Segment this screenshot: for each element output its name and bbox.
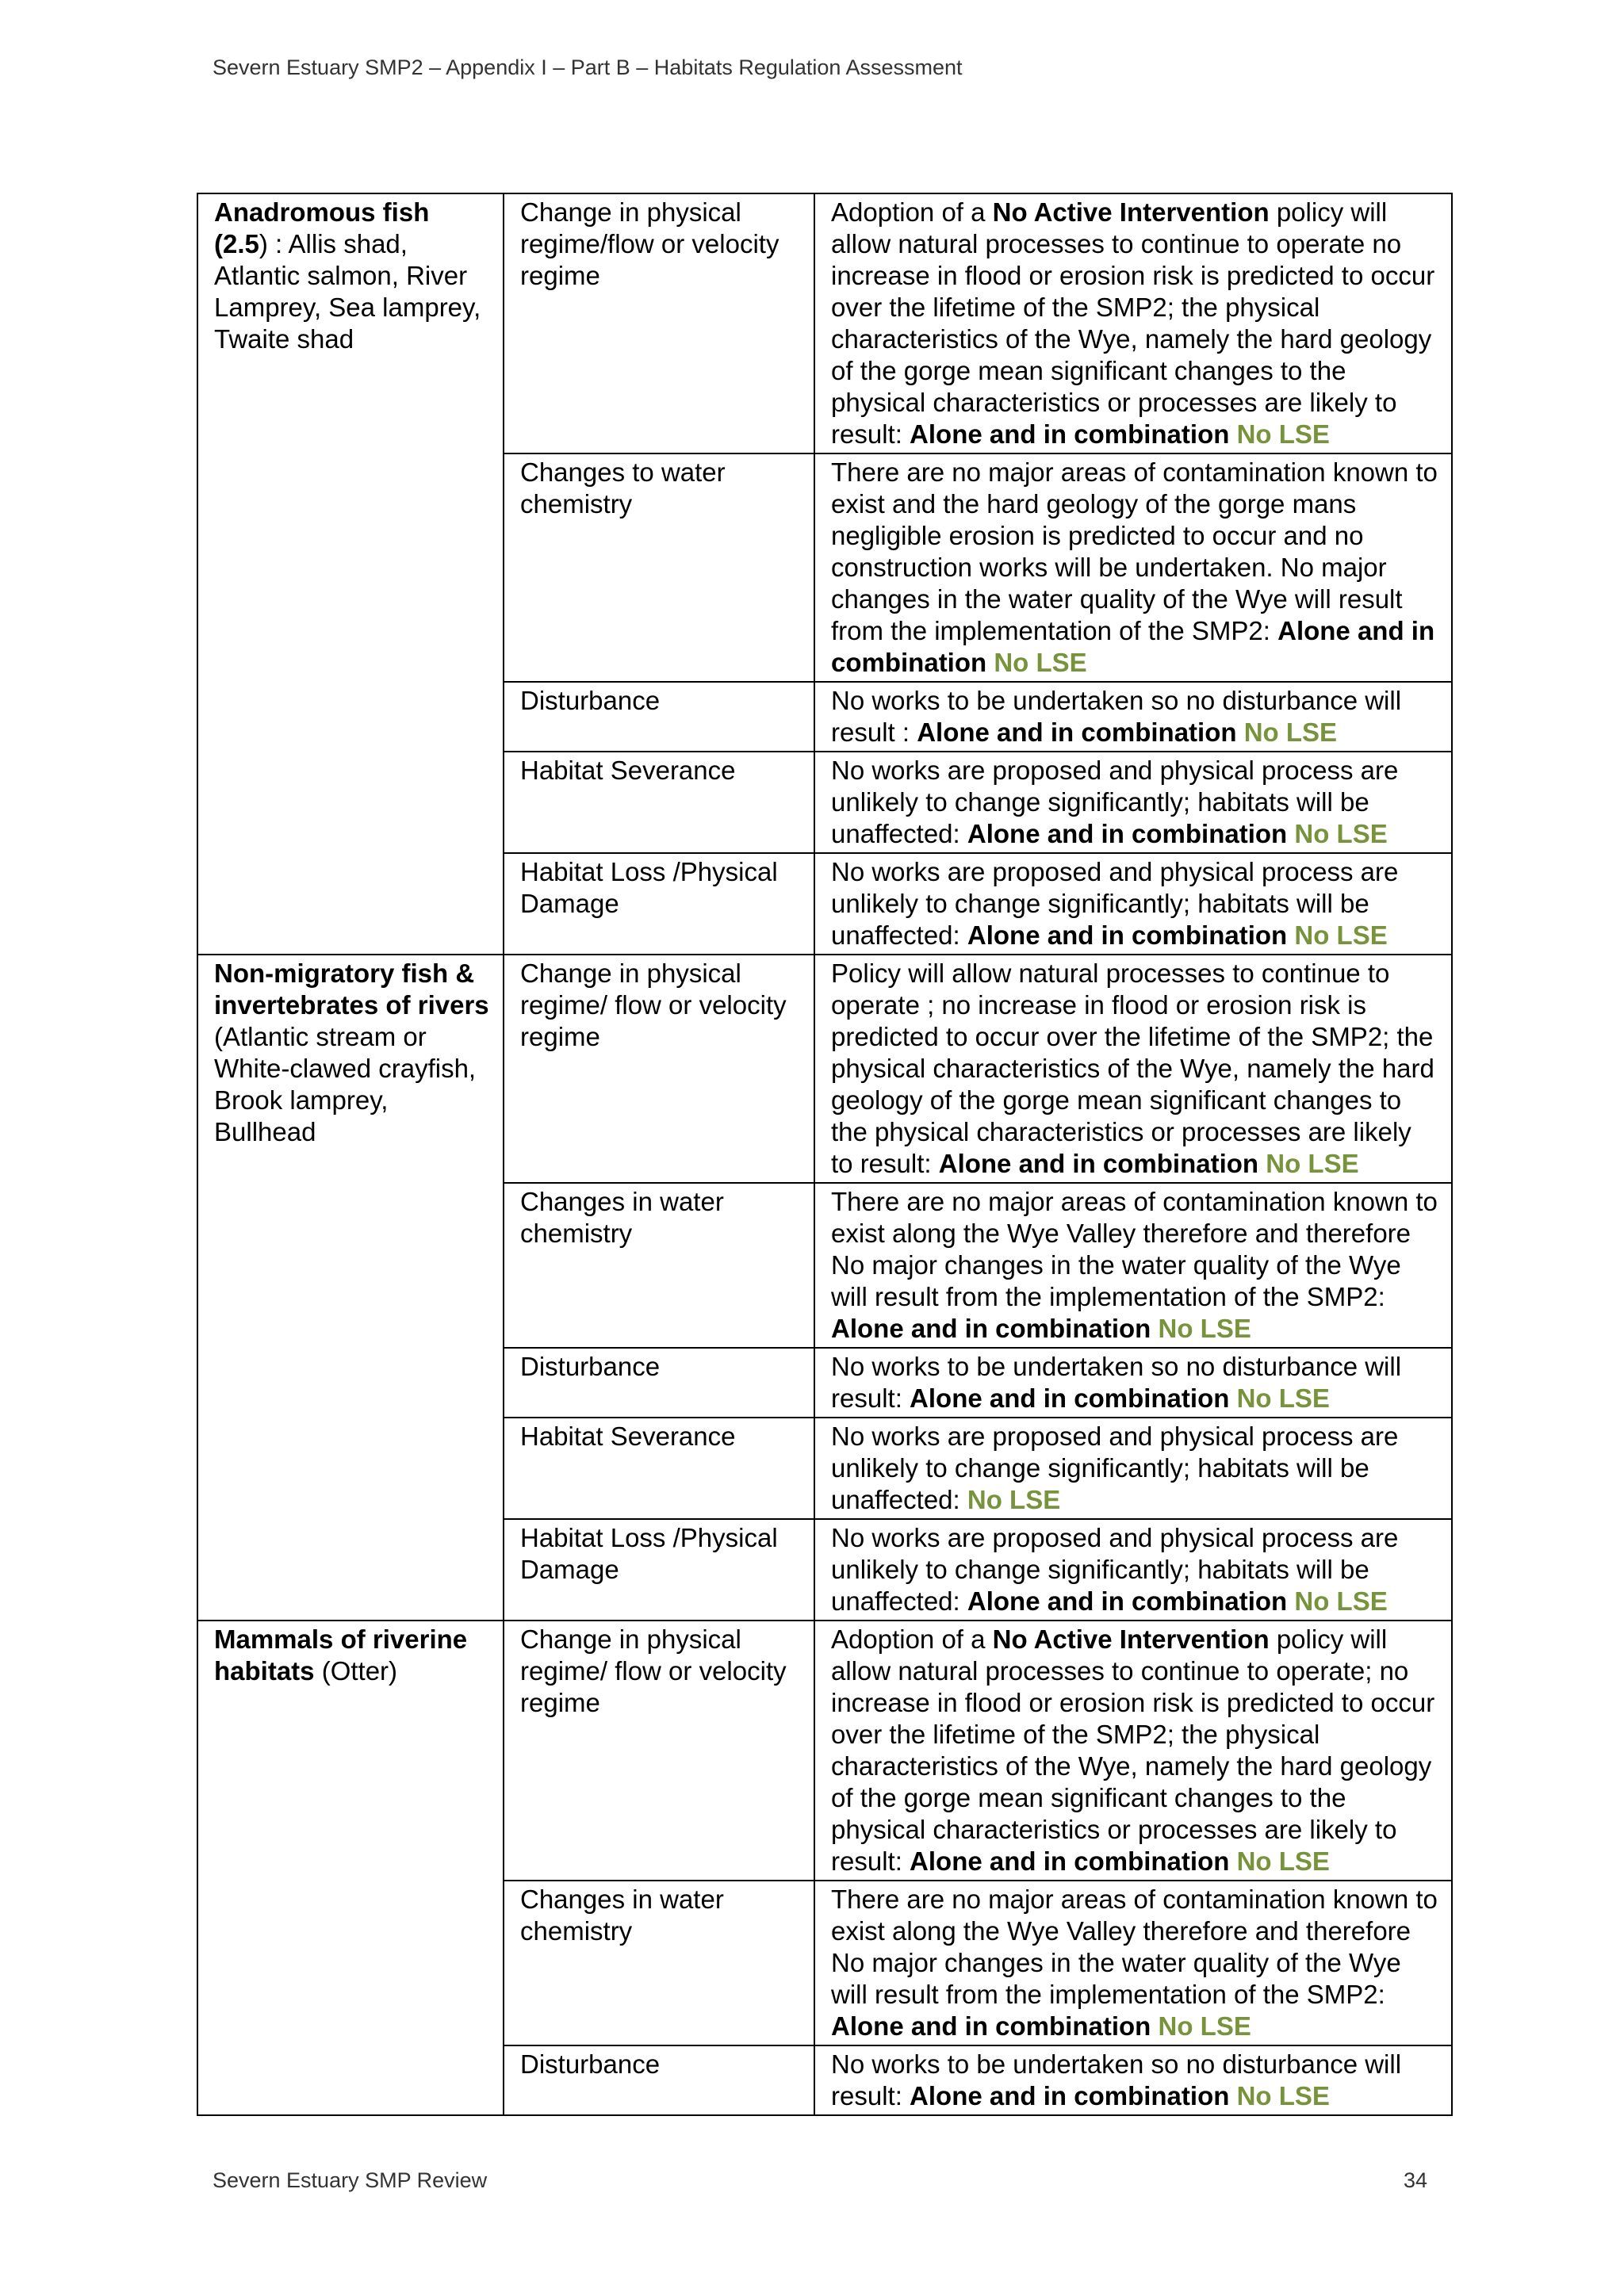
assessment-cell [814,1348,1452,1418]
bold-text: Alone and in combination [910,2081,1230,2110]
assessment-cell [814,682,1452,752]
no-lse-label: No LSE [1158,1314,1251,1343]
text-run: No works to be undertaken so no disturbance will result: [831,1352,1402,1413]
no-lse-label: No LSE [1266,1149,1359,1178]
no-lse-label: No LSE [1236,1846,1330,1876]
bold-text: Alone and in combination [917,718,1237,747]
text-run [1229,2081,1236,2110]
footer-title: Severn Estuary SMP Review [213,2168,488,2192]
bold-text: Alone and in combination [938,1149,1259,1178]
impact-cell: Disturbance [504,1348,814,1418]
impact-cell: Change in physical regime/ flow or velocity regime [504,955,814,1183]
text-run: No works are proposed and physical process are unlikely to change significantly; habitats will be unaffected: [831,857,1399,950]
text-run: ) : Allis shad, Atlantic salmon, River Lamprey, Sea lamprey, Twaite shad [214,229,481,354]
no-lse-label: No LSE [1294,1586,1388,1616]
text-run [1151,2011,1158,2041]
text-run: No works are proposed and physical process are unlikely to change significantly; habitats will be unaffected: [831,1422,1399,1514]
impact-cell: Changes to water chemistry [504,453,814,682]
assessment-cell [814,453,1452,682]
table-row [197,955,1452,1183]
impact-cell: Changes in water chemistry [504,1183,814,1348]
impact-cell: Disturbance [504,2045,814,2115]
text-run: Adoption of a [831,197,993,227]
table-body [197,193,1452,2115]
no-lse-label: No LSE [1294,920,1388,950]
bold-text: Alone and in combination [967,1586,1288,1616]
impact-cell: Change in physical regime/ flow or velocity regime [504,1621,814,1881]
bold-text: Non-migratory fish & invertebrates of rivers [214,959,489,1020]
bold-text: Alone and in combination [967,920,1288,950]
text-run [1229,1383,1236,1413]
bold-text: Alone and in combination [910,1846,1230,1876]
text-run: policy will allow natural processes to continue to operate no increase in flood or erosion risk is predicted to occur over the lifetime of the SMP2; the physical characteristics of the Wye, namely the hard geology of the gorge mean significant changes to the physical characteristics or processes are likely to result: [831,197,1435,449]
no-lse-label: No LSE [1158,2011,1251,2041]
impact-cell: Habitat Severance [504,752,814,853]
assessment-cell [814,1621,1452,1881]
no-lse-label: No LSE [1294,819,1388,848]
bold-text: Mammals of riverine habitats [214,1624,468,1686]
bold-text: Alone and in combination [910,1383,1230,1413]
bold-text: Alone and in combination [831,2011,1151,2041]
assessment-cell [814,752,1452,853]
page-number: 34 [1403,2168,1427,2192]
impact-cell: Disturbance [504,682,814,752]
bold-text: Anadromous fish (2.5 [214,197,430,258]
text-run: (Otter) [314,1656,398,1686]
text-run: There are no major areas of contamination known to exist and the hard geology of the gorge mans negligible erosion is predicted to occur and no construction works will be undertaken. No major changes in the water quality of the Wye will result from the implementation of the SMP2: [831,457,1438,645]
table-row [197,1621,1452,1881]
assessment-cell [814,1881,1452,2045]
feature-cell [197,955,504,1621]
feature-cell [197,193,504,955]
text-run [1229,419,1236,449]
no-lse-label: No LSE [1236,419,1330,449]
text-run: Adoption of a [831,1624,993,1654]
assessment-cell [814,955,1452,1183]
text-run: policy will allow natural processes to continue to operate; no increase in flood or erosion risk is predicted to occur over the lifetime of the SMP2; the physical characteristics of the Wye, namely the hard geology of the gorge mean significant changes to the physical characteristics or processes are likely to result: [831,1624,1435,1876]
no-lse-label: No LSE [1236,1383,1330,1413]
impact-cell: Changes in water chemistry [504,1881,814,2045]
bold-text: No Active Intervention [992,197,1270,227]
text-run [1287,920,1294,950]
impact-cell: Habitat Severance [504,1418,814,1519]
text-run [1287,819,1294,848]
feature-cell [197,1621,504,2115]
text-run: (Atlantic stream or White-clawed crayfish, Brook lamprey, Bullhead [214,1022,477,1146]
table-row [197,193,1452,453]
text-run: There are no major areas of contamination known to exist along the Wye Valley therefore and therefore No major changes in the water quality of the Wye will result from the implementation of the SMP2: [831,1187,1438,1311]
text-run: No works to be undertaken so no disturbance will result : [831,686,1402,747]
assessment-cell [814,1183,1452,1348]
assessment-cell [814,193,1452,453]
text-run: There are no major areas of contamination known to exist along the Wye Valley therefore and therefore No major changes in the water quality of the Wye will result from the implementation of the SMP2: [831,1885,1438,2009]
text-run [1237,718,1244,747]
page-header: Severn Estuary SMP2 – Appendix I – Part B – Habitats Regulation Assessment [213,55,963,79]
text-run: No works are proposed and physical process are unlikely to change significantly; habitats will be unaffected: [831,756,1399,848]
assessment-cell [814,853,1452,955]
text-run: No works are proposed and physical process are unlikely to change significantly; habitats will be unaffected: [831,1523,1399,1616]
text-run [986,648,994,677]
impact-cell: Habitat Loss /Physical Damage [504,1519,814,1621]
bold-text: Alone and in combination [831,616,1435,677]
impact-cell: Change in physical regime/flow or velocity regime [504,193,814,453]
bold-text: Alone and in combination [910,419,1230,449]
text-run [1151,1314,1158,1343]
assessment-cell [814,1519,1452,1621]
bold-text: Alone and in combination [967,819,1288,848]
bold-text: Alone and in combination [831,1314,1151,1343]
assessment-cell [814,1418,1452,1519]
assessment-cell [814,2045,1452,2115]
impact-cell: Habitat Loss /Physical Damage [504,853,814,955]
bold-text: No Active Intervention [992,1624,1270,1654]
hra-assessment-table [197,193,1453,2116]
no-lse-label: No LSE [1236,2081,1330,2110]
text-run [1287,1586,1294,1616]
no-lse-label: No LSE [994,648,1087,677]
text-run [1229,1846,1236,1876]
no-lse-label: No LSE [967,1485,1061,1514]
text-run [1258,1149,1266,1178]
no-lse-label: No LSE [1243,718,1338,747]
text-run: No works to be undertaken so no disturbance will result: [831,2049,1402,2110]
text-run: Policy will allow natural processes to continue to operate ; no increase in flood or erosion risk is predicted to occur over the lifetime of the SMP2; the physical characteristics of the Wye, namely the hard geology of the gorge mean significant changes to the physical characteristics or processes are likely to result: [831,959,1434,1178]
